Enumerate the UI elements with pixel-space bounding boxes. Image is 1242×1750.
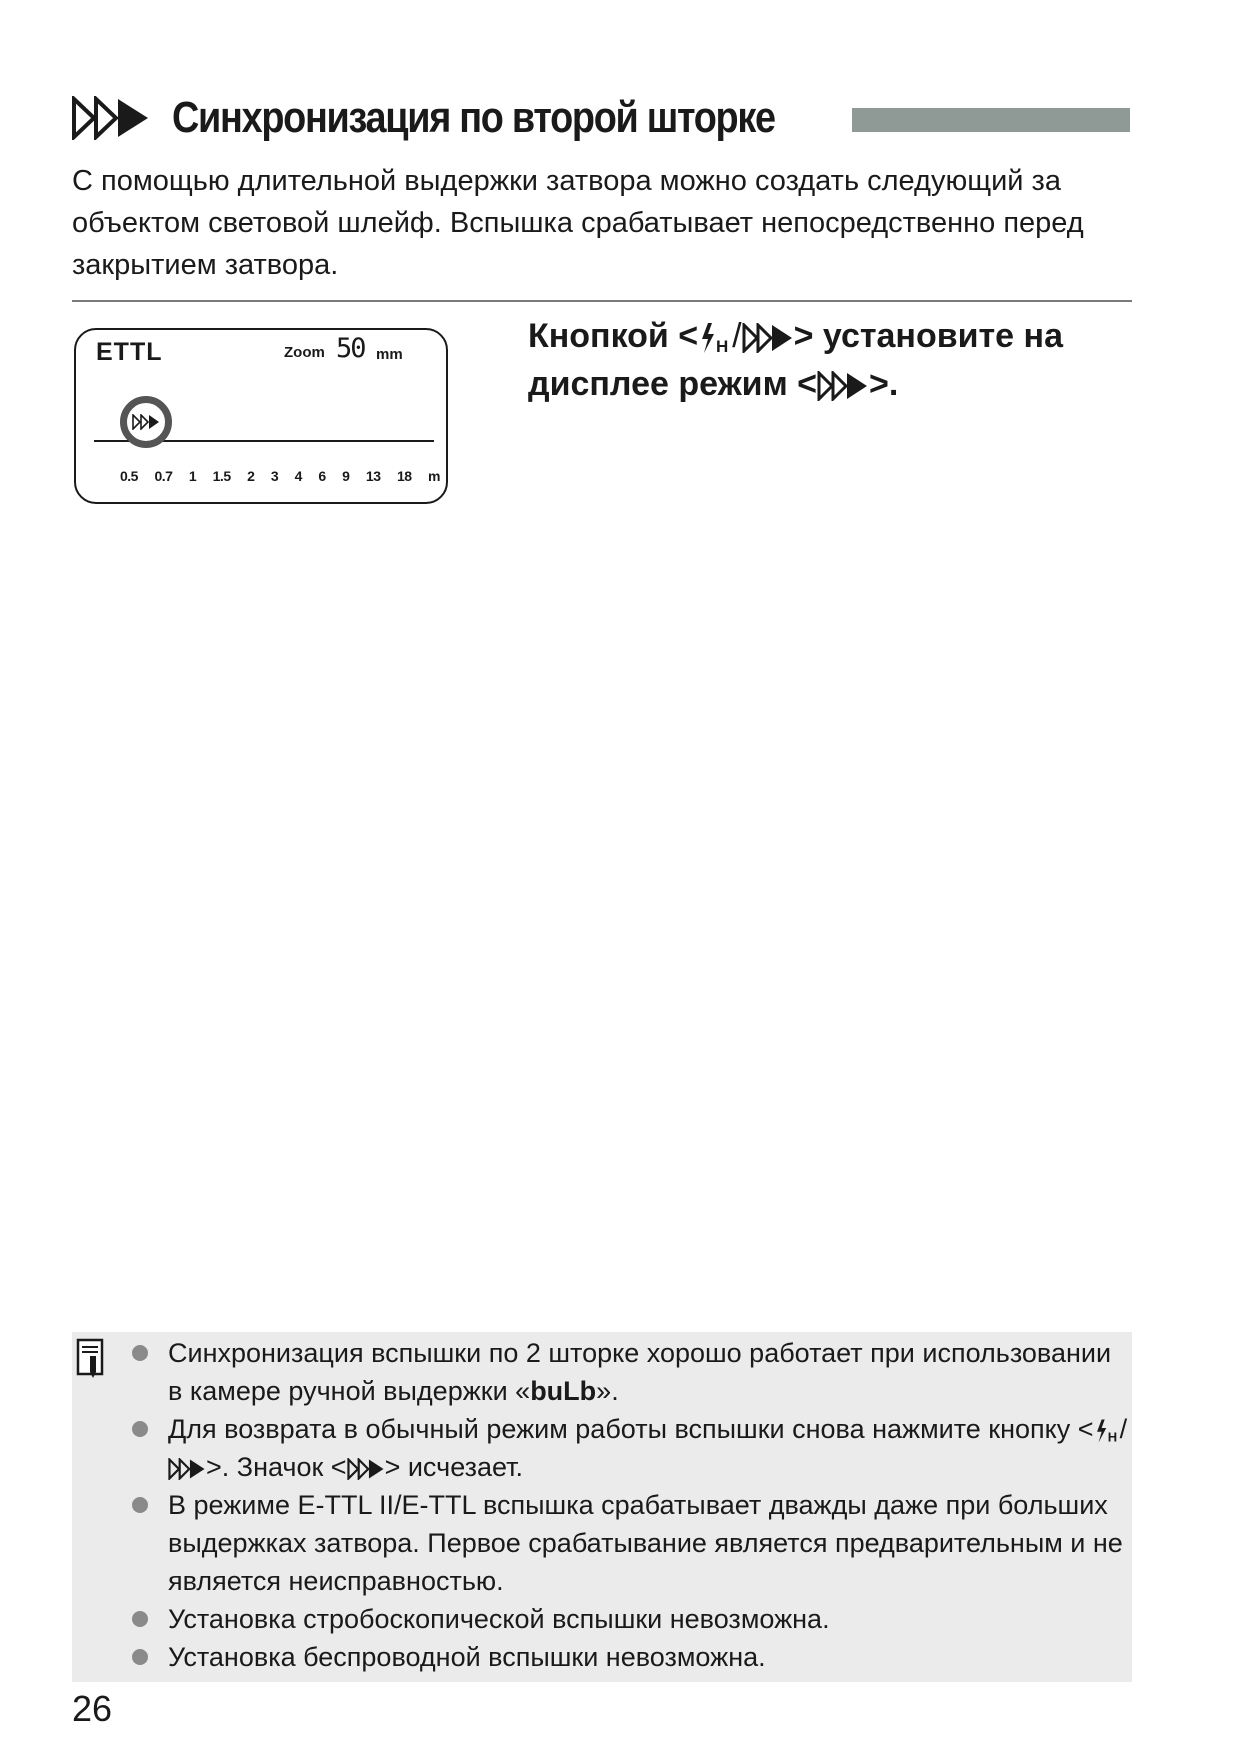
bullet [132, 1345, 148, 1361]
note-text: В режиме E-TTL II/E-TTL вспышка срабатывает дважды даже при больших выдержках затвора. Первое срабатывание является предварительным и не является неисправностью. [168, 1490, 1123, 1596]
bullet [132, 1421, 148, 1437]
lcd-scale-tick: 0.5 [120, 468, 138, 484]
section-title [72, 88, 873, 148]
svg-text:H: H [716, 337, 729, 356]
note-text: >. Значок < [206, 1452, 347, 1482]
list-item [122, 1334, 1132, 1410]
lcd-scale-tick: 1.5 [212, 468, 231, 484]
high-speed-sync-icon [1094, 1418, 1120, 1444]
note-text: Синхронизация вспышки по 2 шторке хорошо работает при использовании в камере ручной выдержки « [168, 1338, 1112, 1406]
high-speed-sync-icon [698, 321, 732, 355]
second-curtain-sync-icon [132, 414, 160, 430]
lcd-scale-tick: 4 [294, 468, 302, 484]
list-item [122, 1486, 1132, 1600]
lcd-scale-tick: 3 [270, 468, 279, 484]
title-bar [852, 108, 1130, 132]
lcd-panel [74, 328, 448, 504]
svg-text:H: H [1107, 1429, 1117, 1444]
divider [72, 300, 1132, 302]
instruction-text: Кнопкой < [528, 317, 699, 355]
second-curtain-sync-icon [72, 96, 150, 140]
bulb-setting: buLb [530, 1376, 597, 1406]
lcd-scale-tick: 2 [247, 468, 255, 484]
lcd-zoom-label: Zoom [284, 344, 325, 361]
note-icon [76, 1338, 106, 1380]
lcd-scale-tick: 1 [188, 468, 197, 484]
list-item [122, 1600, 1132, 1638]
note-text: Установка беспроводной вспышки невозможна. [168, 1642, 766, 1672]
lcd-distance-scale [120, 468, 440, 484]
bullet [132, 1497, 148, 1513]
list-item [122, 1638, 1132, 1676]
instruction-text: > установите на дисплее режим < [528, 317, 1063, 403]
instruction-step [528, 312, 1148, 408]
page-title: Синхронизация по второй шторке [172, 93, 775, 142]
lcd-scale-tick: 18 [396, 468, 412, 484]
slash-separator: / [1119, 1414, 1128, 1444]
second-curtain-sync-icon [742, 323, 794, 353]
slash-separator: / [732, 317, 742, 355]
lcd-highlight-ring [120, 396, 172, 448]
note-text: Для возврата в обычный режим работы вспышки снова нажмите кнопку < [168, 1414, 1094, 1444]
instruction-text: >. [869, 365, 899, 403]
note-text: Установка стробоскопической вспышки невозможна. [168, 1604, 830, 1634]
lcd-scale-tick: 13 [365, 468, 381, 484]
page-number: 26 [72, 1688, 113, 1729]
bullet [132, 1649, 148, 1665]
bullet [132, 1611, 148, 1627]
second-curtain-sync-icon [168, 1458, 206, 1480]
second-curtain-sync-icon [817, 371, 869, 401]
second-curtain-sync-icon [347, 1458, 385, 1480]
lcd-scale-tick: 6 [318, 468, 326, 484]
lcd-scale-tick: m [428, 468, 440, 484]
lcd-scale-tick: 9 [342, 468, 350, 484]
note-text: > исчезает. [384, 1452, 524, 1482]
lcd-zoom-unit: mm [376, 346, 403, 363]
lcd-mode: ETTL [96, 338, 163, 366]
lcd-zoom-value: 50 [336, 333, 365, 364]
intro-paragraph: С помощью длительной выдержки затвора можно создать следующий за объектом световой шлейф. Вспышка срабатывает непосредственно перед закрытием затвора. [72, 165, 1084, 281]
lcd-scale-tick: 0.7 [154, 468, 173, 484]
list-item [122, 1410, 1132, 1486]
notes-list [122, 1334, 1132, 1676]
note-text: ». [596, 1376, 619, 1406]
